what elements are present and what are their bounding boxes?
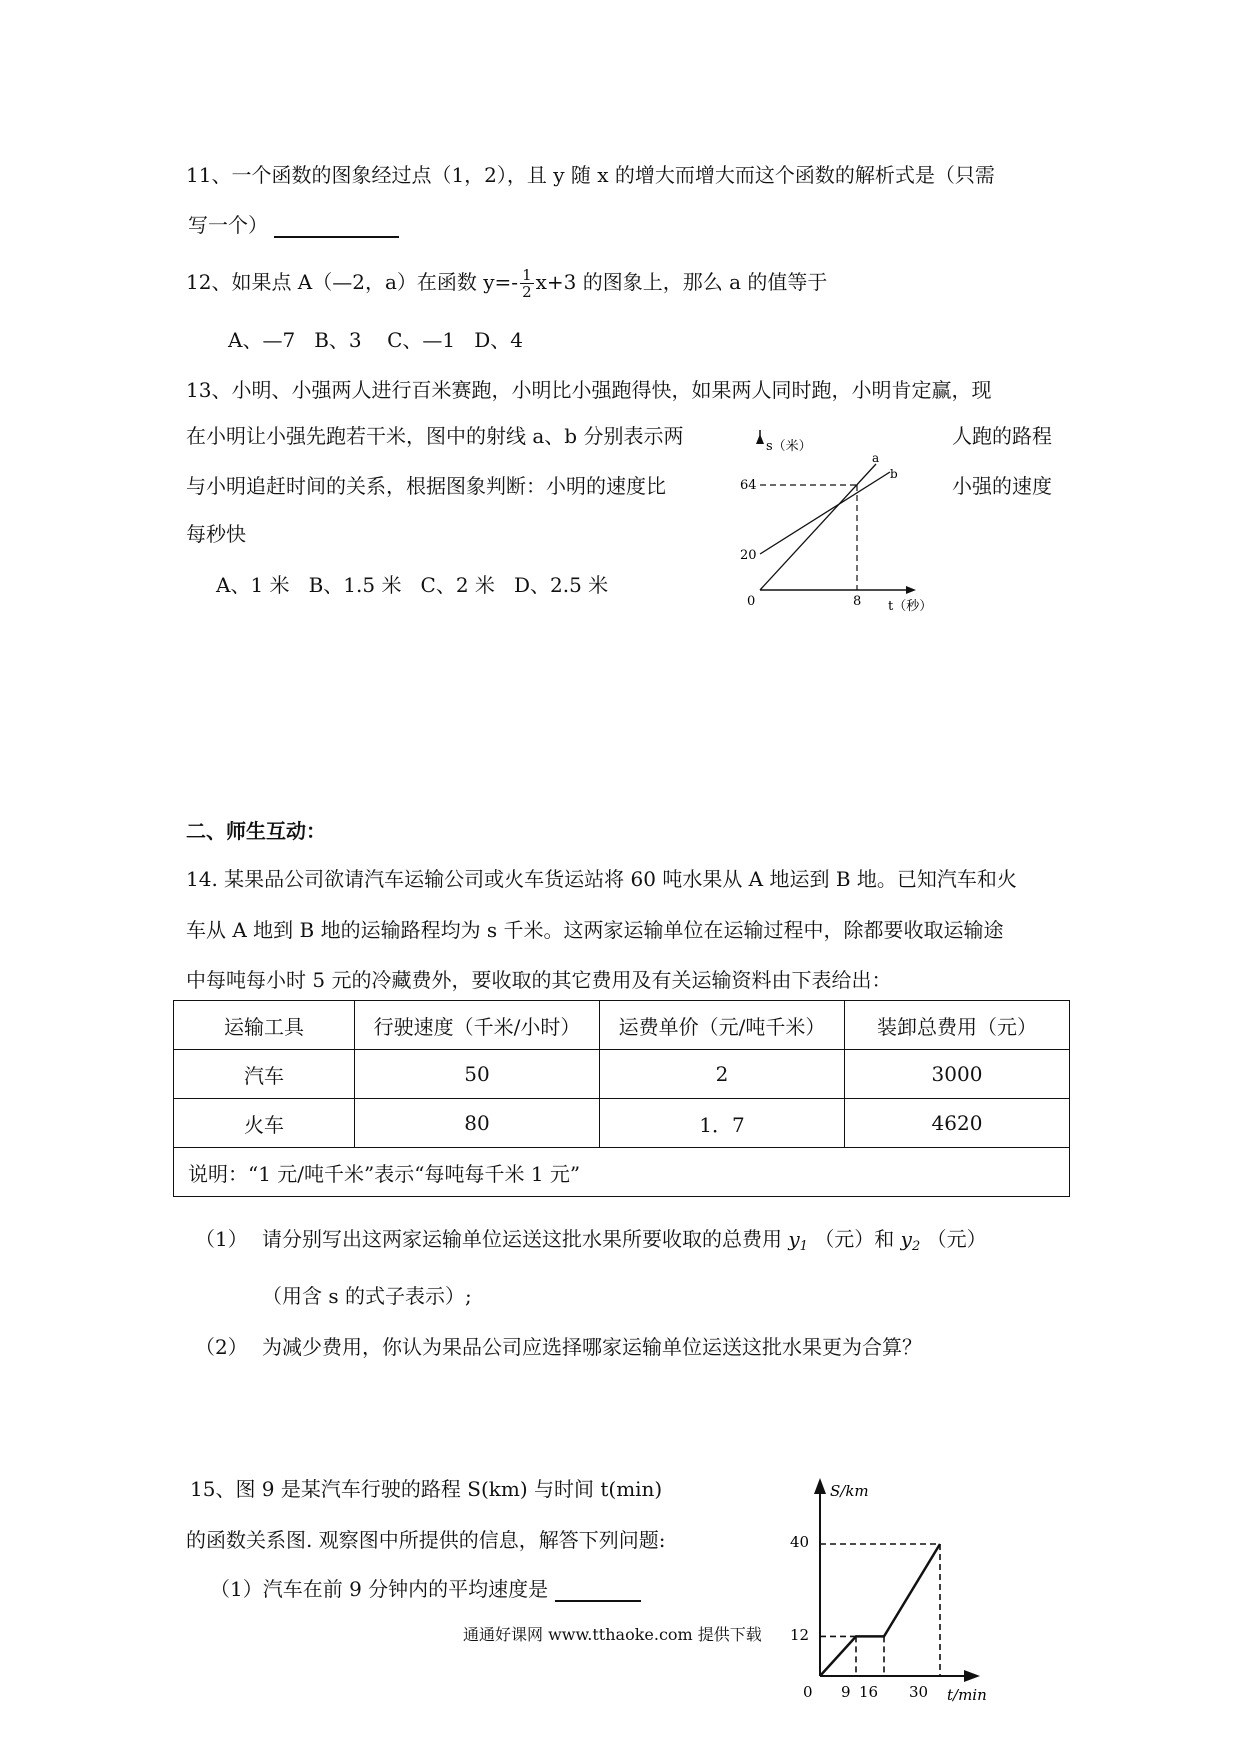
table-cell: 80 [355,1099,600,1148]
table-note-row [174,1148,1070,1197]
q14-y2-symbol: y [900,1227,912,1251]
q13-line2-right: 人跑的路程 [952,424,1052,448]
transport-fee-table [173,1000,1070,1197]
chart13-ray-a [760,464,876,590]
q12-options: A、—7 B、3 C、—1 D、4 [228,328,523,352]
q15-line2: 的函数关系图. 观察图中所提供的信息，解答下列问题: [186,1528,666,1552]
chart15-xtick-9: 9 [841,1683,851,1701]
q14-y2-subscript: 2 [911,1239,921,1254]
table-cell: 4620 [845,1099,1070,1148]
chart15-ytick-40: 40 [790,1533,810,1551]
table-note: 说明：“1 元/吨千米”表示“每吨每千米 1 元” [174,1148,1070,1197]
table-header-cell: 装卸总费用（元） [845,1001,1070,1050]
q13-line3-right: 小强的速度 [952,474,1052,498]
q14-sub1-number: （1） [195,1227,248,1251]
q13-line1: 13、小明、小强两人进行百米赛跑，小明比小强跑得快，如果两人同时跑，小明肯定赢，现 [186,378,992,402]
table-header-cell: 行驶速度（千米/小时） [355,1001,600,1050]
chart15-xlabel: t/min [947,1686,987,1704]
q13-line4: 每秒快 [186,522,246,546]
table-cell: 50 [355,1050,600,1099]
table-cell: 3000 [845,1050,1070,1099]
q11-line2 [188,212,399,238]
q13-line2-left: 在小明让小强先跑若干米，图中的射线 a、b 分别表示两 [186,424,684,448]
chart13-label-a: a [872,451,880,465]
q15-sub1 [210,1576,641,1602]
chart15-x-arrow [964,1670,980,1682]
chart13-label-b: b [890,467,898,481]
table-row [174,1099,1070,1148]
q14-line1: 14. 某果品公司欲请汽车运输公司或火车货运站将 60 吨水果从 A 地运到 B 地。已知汽车和火 [186,867,1017,891]
q15-line1: 15、图 9 是某汽车行驶的路程 S(km) 与时间 t(min) [190,1477,663,1501]
q12-suffix: x+3 的图象上，那么 a 的值等于 [535,270,828,294]
q12-frac-den: 2 [522,283,532,301]
q15-sub1-text: （1）汽车在前 9 分钟内的平均速度是 [210,1577,549,1601]
chart15-ytick-12: 12 [790,1626,810,1644]
chart13-ytick-64: 64 [740,478,757,493]
chart13-xlabel: t（秒） [888,599,933,614]
q15-answer-blank[interactable] [555,1580,641,1602]
q11-line1: 11、一个函数的图象经过点（1，2），且 y 随 x 的增大而增大而这个函数的解析式是（只需 [186,163,995,187]
q14-sub1-unit1: （元）和 [814,1227,895,1251]
table-cell: 汽车 [174,1050,355,1099]
q14-sub1 [262,1226,987,1260]
q13-line3-left: 与小明追赶时间的关系，根据图象判断：小明的速度比 [186,474,666,498]
q12-prefix: 12、如果点 A（—2，a）在函数 y=- [186,270,519,294]
chart15-xtick-30: 30 [909,1683,929,1701]
q14-y2 [900,1227,921,1254]
table-row [174,1050,1070,1099]
q14-sub1-text: 请分别写出这两家运输单位运送这批水果所要收取的总费用 [262,1227,782,1251]
q14-y1-subscript: 1 [799,1239,808,1254]
chart13-ylabel: s（米） [766,439,812,454]
q12-fraction [520,267,534,300]
chart15-series-line [820,1544,940,1676]
q14-line2: 车从 A 地到 B 地的运输路程均为 s 千米。这两家运输单位在运输过程中，除都要收取运输途 [186,918,1004,942]
chart13-ray-b [760,472,890,554]
q13-distance-time-chart [730,430,950,620]
chart15-y-arrow [814,1478,826,1494]
chart15-xtick-16: 16 [859,1683,879,1701]
chart13-x-arrow [906,586,916,594]
q11-answer-blank[interactable] [274,216,399,238]
section2-title: 二、师生互动： [186,819,326,843]
q13-options: A、1 米 B、1.5 米 C、2 米 D、2.5 米 [216,573,609,597]
chart15-ylabel: S/km [830,1482,869,1500]
q11-line2-text: 写一个） [188,213,268,237]
chart13-y-arrow [756,434,764,444]
q12-frac-num: 1 [522,266,532,284]
table-header-cell: 运费单价（元/吨千米） [600,1001,845,1050]
q14-y1-symbol: y [788,1227,800,1251]
table-cell: 2 [600,1050,845,1099]
chart13-xtick-8: 8 [853,594,862,609]
q14-sub2-number: （2） [195,1335,248,1359]
chart13-origin: 0 [747,594,756,609]
footer-text: 通通好课网 www.tthaoke.com 提供下载 [463,1625,762,1644]
table-header-row [174,1001,1070,1050]
table-header-cell: 运输工具 [174,1001,355,1050]
q14-sub2-text: 为减少费用，你认为果品公司应选择哪家运输单位运送这批水果更为合算？ [262,1335,922,1359]
q15-distance-time-chart [780,1476,1020,1708]
q14-y1 [788,1227,808,1254]
chart15-origin: 0 [803,1683,813,1701]
q14-sub1-line2: （用含 s 的式子表示）; [262,1284,472,1308]
q14-line3: 中每吨每小时 5 元的冷藏费外，要收取的其它费用及有关运输资料由下表给出： [186,968,892,992]
chart13-ytick-20: 20 [740,548,757,563]
table-cell: 火车 [174,1099,355,1148]
q14-sub1-unit2: （元） [926,1227,987,1251]
q12-stem [186,262,827,306]
table-cell: 1．7 [600,1099,845,1148]
